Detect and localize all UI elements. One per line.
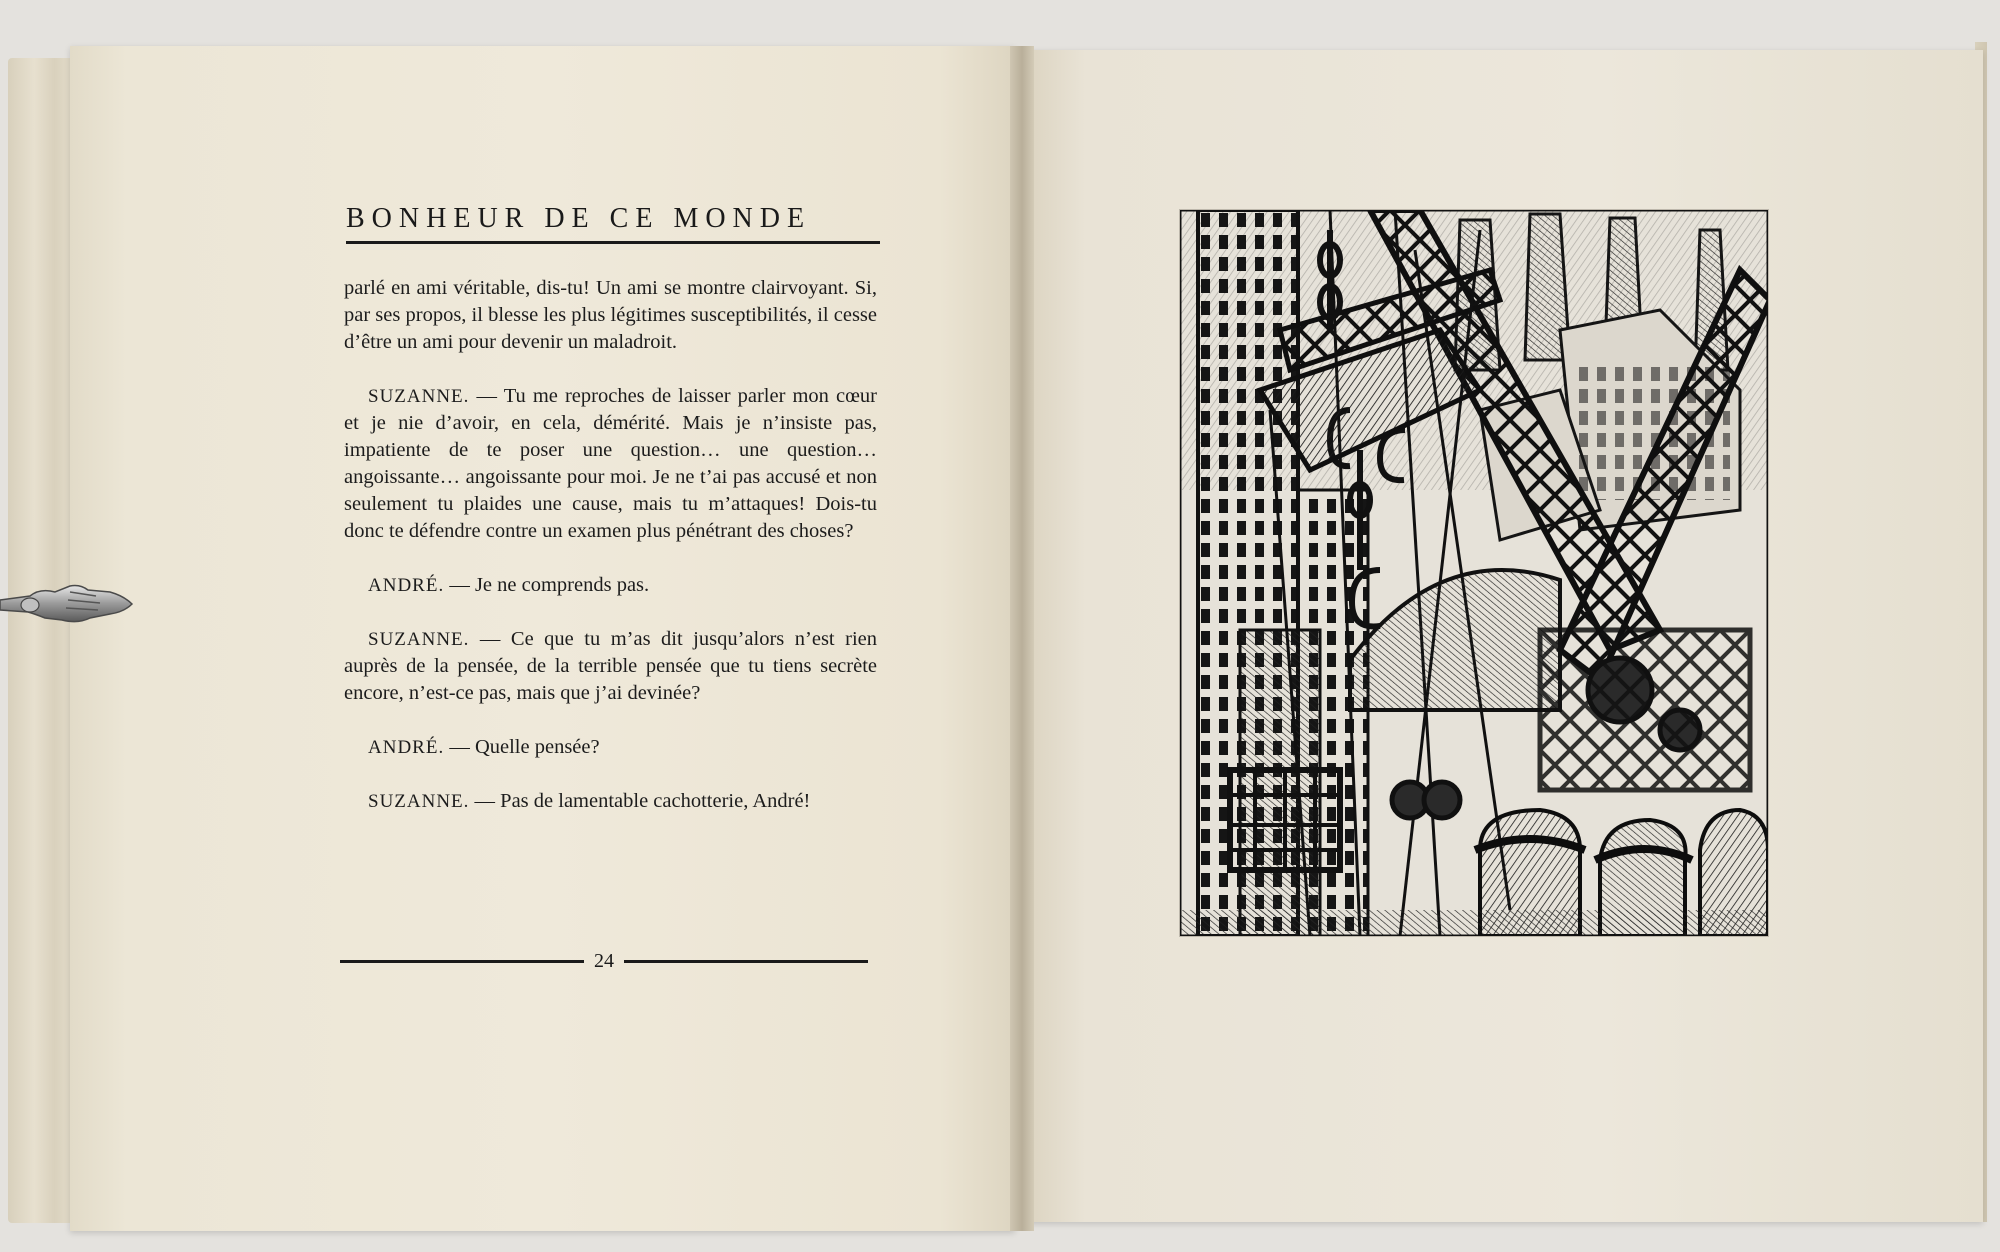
- folio-rule-left: [340, 960, 584, 963]
- paragraph: [344, 788, 877, 815]
- paragraph: [344, 626, 877, 707]
- speaker-name: SUZANNE.: [368, 629, 470, 650]
- speaker-name: ANDRÉ.: [368, 737, 445, 758]
- page-text: [344, 275, 877, 842]
- paragraph-text: parlé en ami véritable, dis-tu! Un ami se montre clairvoyant. Si, par ses propos, il blesse les plus légitimes susceptibilités, il cesse d’être un ami pour devenir un maladroit.: [344, 277, 877, 353]
- paragraph-text: — Pas de lamentable cachotterie, André!: [469, 790, 811, 812]
- paragraph: [344, 275, 877, 356]
- paragraph-text: — Ce que tu m’as dit jusqu’alors n’est rien auprès de la pensée, de la terrible pensée que tu tiens secrète encore, n’est-ce pas, mais que j’ai devinée?: [344, 628, 877, 704]
- speaker-name: ANDRÉ.: [368, 575, 445, 596]
- paragraph-text: — Tu me reproches de laisser parler mon cœur et je nie d’avoir, en cela, démérité. Mais je n’insiste pas, impatiente de te poser une question… une question… angoissante… angoissante pour moi. Je ne t’ai pas accusé et non seulement tu plaides une cause, mais tu m’attaques! Dois-tu donc te défendre contre un examen plus pénétrant des choses?: [344, 385, 877, 542]
- hand-clasp-icon: [0, 578, 135, 630]
- paragraph-text: — Quelle pensée?: [444, 736, 600, 758]
- page-edges-stack: [8, 58, 74, 1223]
- running-head: BONHEUR DE CE MONDE: [346, 203, 880, 244]
- book-gutter: [1010, 46, 1034, 1231]
- paragraph: [344, 383, 877, 545]
- paragraph: [344, 734, 877, 761]
- paragraph-text: — Je ne comprends pas.: [444, 574, 650, 596]
- paragraph: [344, 572, 877, 599]
- page-folio: [340, 946, 868, 976]
- speaker-name: SUZANNE.: [368, 791, 470, 812]
- etching-illustration: [1180, 210, 1768, 936]
- page-number: 24: [594, 949, 614, 972]
- folio-rule-right: [624, 960, 868, 963]
- speaker-name: SUZANNE.: [368, 386, 470, 407]
